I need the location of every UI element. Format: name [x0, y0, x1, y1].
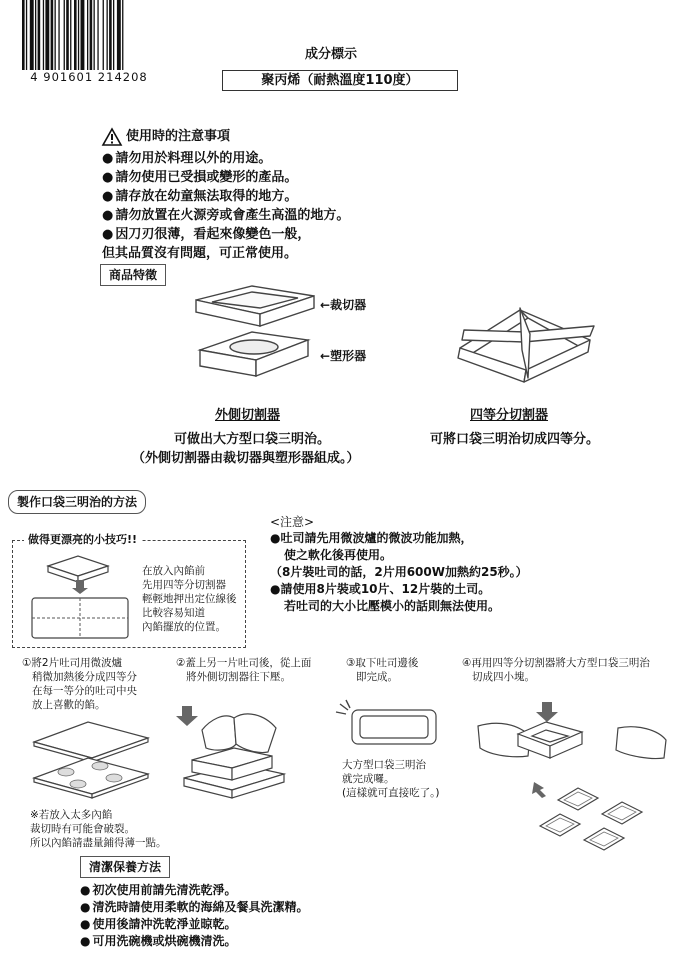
step3-illustration [336, 700, 446, 750]
method-tag: 製作口袋三明治的方法 [8, 490, 146, 514]
step2-illustration [172, 700, 292, 806]
ingredients-title: 成分標示 [305, 47, 358, 62]
arrow-left-icon: ← [320, 298, 331, 312]
step-3: ③取下吐司邊後 即完成。 [346, 657, 419, 683]
care-list [80, 882, 309, 950]
step1-illustration [26, 714, 156, 804]
cautions-title: 使用時的注意事項 [126, 129, 231, 144]
note-title: <注意> [270, 515, 315, 529]
care-item: ● 初次使用前請先清洗乾淨。 [80, 882, 309, 899]
tip-text: 在放入內餡前 先用四等分切割器 輕輕地押出定位線後 比較容易知道 內餡擺放的位置。 [142, 565, 237, 633]
tip-title: 做得更漂亮的小技巧!! [24, 532, 141, 547]
arrow-left-icon: ← [320, 349, 331, 363]
outer-cutter-desc2: （外側切割器由裁切器與塑形器組成。） [132, 451, 360, 466]
cutter-callout [320, 297, 366, 313]
step-4: ④再用四等分切割器將大方型口袋三明治 切成四小塊。 [462, 657, 650, 683]
quarter-cutter-desc: 可將口袋三明治切成四等分。 [430, 432, 600, 447]
caution-item: ● 請勿用於料理以外的用途。 [102, 150, 349, 167]
care-item: ● 使用後請沖洗乾淨並晾乾。 [80, 916, 309, 933]
care-item: ● 清洗時請使用柔軟的海綿及餐具洗潔精。 [80, 899, 309, 916]
ingredients-material: 聚丙烯（耐熱溫度110度） [222, 70, 458, 91]
caution-item-continued: 但其品質沒有問題，可正常使用。 [102, 246, 298, 261]
quarter-cutter-title: 四等分切割器 [470, 408, 549, 423]
caution-item: ● 請勿放置在火源旁或會產生高溫的地方。 [102, 207, 349, 224]
step4-illustration [478, 696, 668, 866]
warning-icon [102, 128, 122, 146]
barcode [18, 0, 160, 86]
step-2: ②蓋上另一片吐司後，從上面 將外側切割器往下壓。 [176, 657, 312, 683]
note-section: <注意> ●吐司請先用微波爐的微波功能加熱， 使之軟化後再使用。 （8片裝吐司的話，2片用600W加熱約25秒。） ●請使用8片裝或10片、12片裝的土司。 若吐司的大小比壓模小的話則無法使用。 [270, 515, 528, 613]
cautions-list [102, 150, 349, 262]
step3-note: 大方型口袋三明治 就完成囉。 (這樣就可直接吃了。) [342, 759, 440, 799]
caution-item: ● 請勿使用已受損或變形的產品。 [102, 169, 349, 186]
barcode-number: 4 901601 214208 [30, 70, 148, 84]
caution-item: ● 請存放在幼童無法取得的地方。 [102, 188, 349, 205]
tip-illustration [24, 552, 134, 642]
shaper-label: 塑形器 [330, 349, 367, 363]
outer-cutter-title: 外側切割器 [215, 408, 281, 423]
shaper-callout [320, 348, 366, 364]
filling-warning: ※若放入太多內餡 裁切時有可能會破裂。 所以內餡請盡量鋪得薄一點。 [30, 809, 167, 849]
outer-cutter-illustration [190, 280, 330, 390]
step-1: ①將2片吐司用微波爐 稍微加熱後分成四等分 在每一等分的吐司中央 放上喜歡的餡。 [22, 657, 137, 711]
care-item: ● 可用洗碗機或烘碗機清洗。 [80, 933, 309, 950]
outer-cutter-desc1: 可做出大方型口袋三明治。 [174, 432, 331, 447]
quarter-cutter-illustration [450, 300, 600, 390]
features-tag: 商品特徵 [100, 264, 166, 286]
cutter-label: 裁切器 [330, 298, 367, 312]
caution-item: ● 因刀刃很薄，看起來像變色一般， [102, 226, 349, 243]
care-tag: 清潔保養方法 [80, 856, 170, 878]
